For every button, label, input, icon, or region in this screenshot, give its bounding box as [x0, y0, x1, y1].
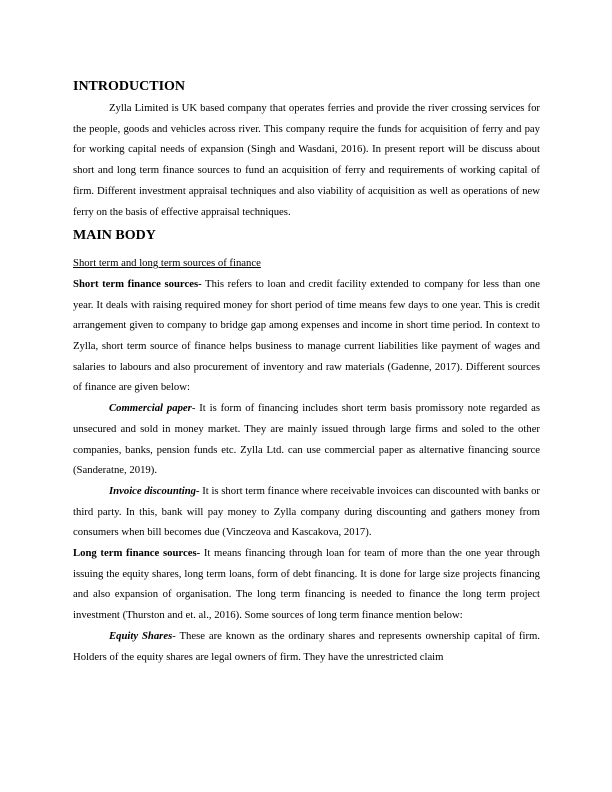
- short-term-lead: Short term finance sources-: [73, 277, 202, 290]
- long-term-text: It means financing through loan for team of more than the one year through issuing the equity shares, long term loans, form of debt financing. It is done for large size projects financing and also expansion of organisation. The long term financing is needed to finance the long term project investment (Thurston and et. al., 2016). Some sources of long term finance mention below:: [73, 547, 540, 622]
- commercial-paper-lead: Commercial paper: [109, 402, 192, 415]
- introduction-heading: INTRODUCTION: [73, 79, 186, 94]
- equity-shares-text: - These are known as the ordinary shares and represents ownership capital of firm. Holders of the equity shares are legal owners of firm. They have the unrestricted claim: [73, 629, 540, 663]
- section-subheading-text: Short term and long term sources of finance: [73, 257, 261, 270]
- introduction-paragraph: Zylla Limited is UK based company that operates ferries and provide the river crossing services for the people, goods and vehicles across river. This company require the funds for acquisition of ferry and pay for working capital needs of expansion (Singh and Wasdani, 2016). In present report will be discuss about short and long term finance sources to fund an acquisition of ferry and requirements of working capital of firm. Different investment appraisal techniques and also viability of acquisition as well as operations of new ferry on the basis of effective appraisal techniques.: [73, 102, 540, 218]
- long-term-lead: Long term finance sources-: [73, 547, 201, 560]
- equity-shares-lead: Equity Shares: [109, 629, 173, 642]
- short-term-paragraph: [73, 274, 540, 398]
- long-term-paragraph: [73, 543, 540, 626]
- invoice-discounting-paragraph: [73, 481, 540, 543]
- commercial-paper-text: - It is form of financing includes short term basis promissory note regarded as unsecured and sold in money market. They are mainly issued through large firms and soled to the other companies, banks, pension funds etc. Zylla Ltd. can use commercial paper as alternative financing source (Sanderatne, 2019).: [73, 402, 540, 477]
- page-content: [73, 76, 540, 667]
- section-subheading: [73, 253, 540, 274]
- equity-shares-paragraph: [73, 626, 540, 667]
- commercial-paper-paragraph: [73, 398, 540, 481]
- main-body-heading: MAIN BODY: [73, 228, 156, 244]
- invoice-discounting-text: It is short term finance where receivable invoices can discounted with banks or third party. In this, bank will pay money to Zylla company during discounting and gathers money from consumers when bill becomes due (Vinczeova and Kascakova, 2017).: [73, 484, 540, 539]
- invoice-discounting-lead: Invoice discounting-: [109, 484, 200, 497]
- short-term-text: This refers to loan and credit facility extended to company for less than one year. It deals with raising required money for short period of time means few days to one year. This is credit arrangement given to company to bridge gap among expenses and income in short time period. In context to Zylla, short term source of finance helps business to manage current liabilities like payment of wages and salaries to labours and also procurement of inventory and raw materials (Gadenne, 2017). Different sources of finance are given below:: [73, 277, 540, 394]
